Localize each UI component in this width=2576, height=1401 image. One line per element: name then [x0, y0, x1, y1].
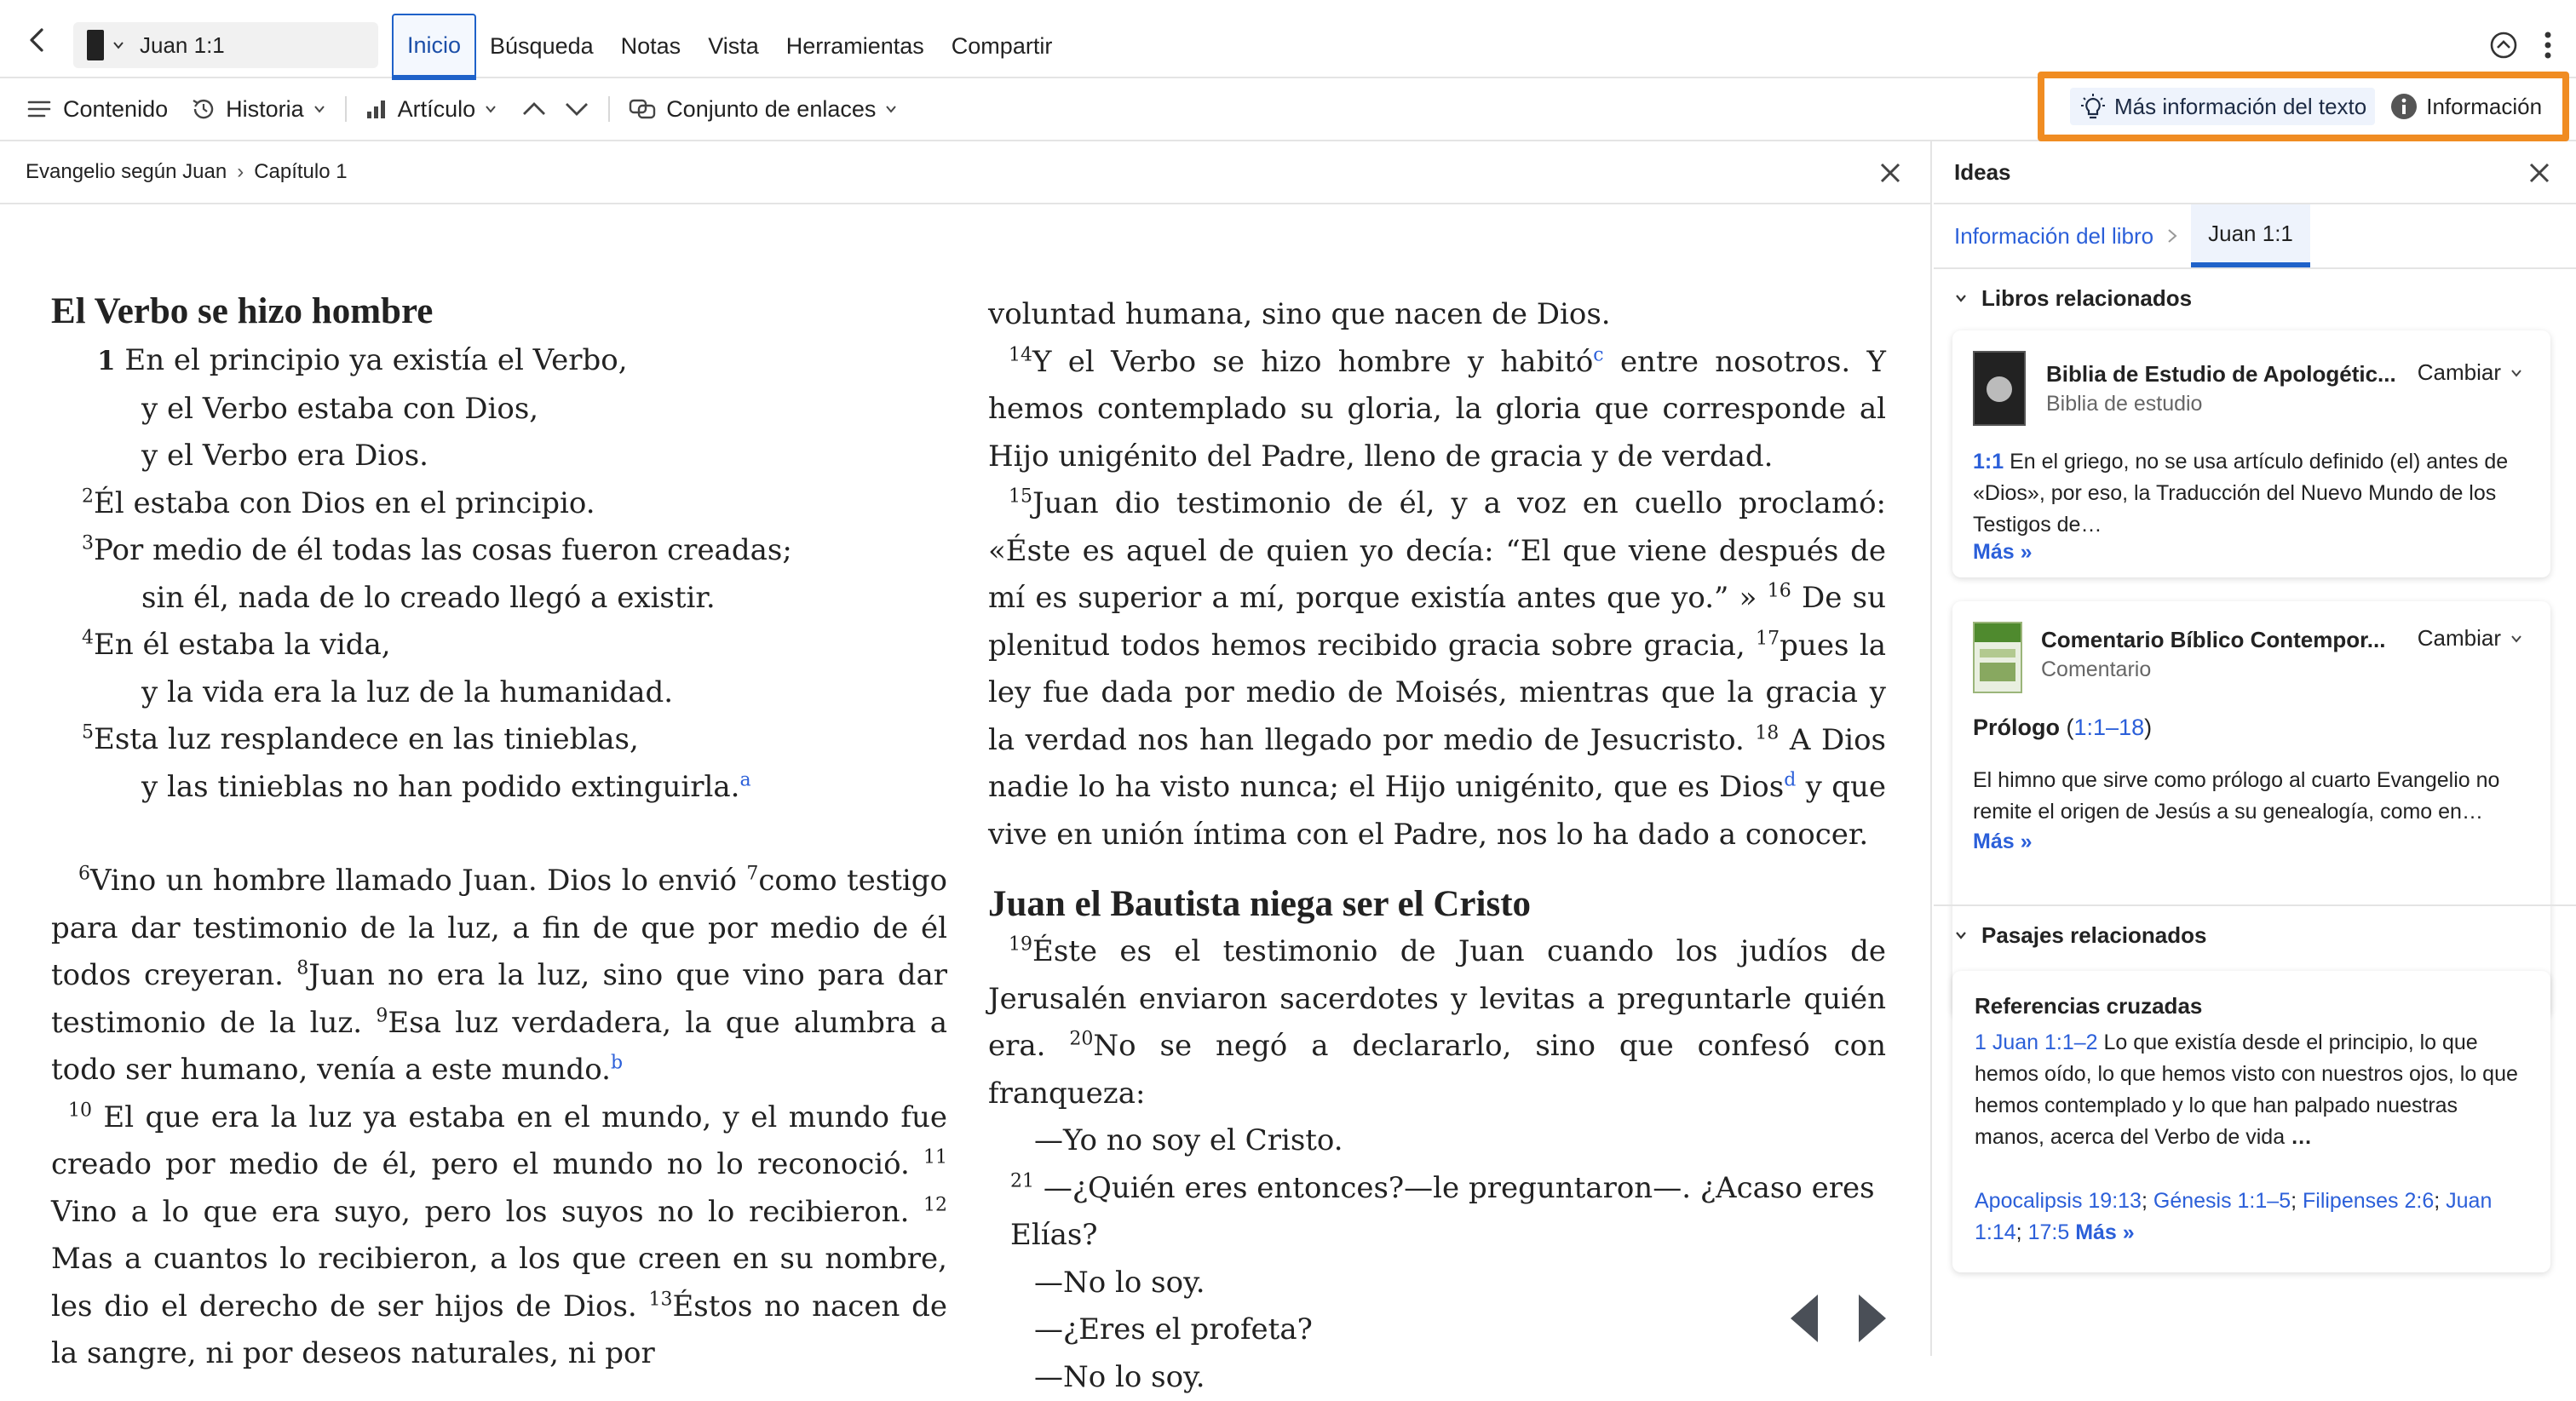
cross-ref-link[interactable]: Génesis 1:1–5	[2153, 1189, 2291, 1213]
dialogue-line: —Yo no soy el Cristo.	[988, 1117, 1886, 1165]
verse-number: 19	[1009, 934, 1032, 956]
text-column-left	[51, 305, 947, 1378]
verse-line: sin él, nada de lo creado llegó a existir.	[51, 575, 947, 623]
reference-box[interactable]	[73, 22, 378, 68]
mas-link[interactable]: Más »	[2075, 1220, 2134, 1244]
verse-number: 4	[82, 628, 94, 649]
book-title[interactable]: Biblia de Estudio de Apologétic...	[2046, 361, 2396, 388]
contenido-button[interactable]	[27, 78, 168, 140]
verse-number: 6	[78, 864, 90, 885]
related-book-card	[1952, 601, 2550, 1017]
verse-line: y el Verbo era Dios.	[51, 433, 947, 480]
reference-text: Juan 1:1	[140, 32, 225, 59]
tab-busqueda[interactable]: Búsqueda	[476, 14, 607, 78]
verse-3	[51, 527, 947, 575]
more-vertical-icon[interactable]	[2544, 31, 2552, 60]
tab-herramientas[interactable]: Herramientas	[773, 14, 938, 78]
footnote-link[interactable]: c	[1593, 344, 1603, 365]
verse-number: 18	[1755, 722, 1779, 744]
tab-notas[interactable]: Notas	[607, 14, 695, 78]
book-cover-icon	[87, 30, 104, 60]
verse-number: 7	[746, 864, 758, 885]
verse-text: Esta luz resplandece en las tinieblas,	[94, 722, 639, 756]
chevron-down-icon	[2510, 632, 2523, 646]
mas-link[interactable]: Más »	[1973, 826, 2032, 858]
verse-number: 21	[1010, 1170, 1034, 1191]
cross-ref-link[interactable]: 1 Juan 1:1–2	[1975, 1031, 2098, 1054]
card-excerpt: El himno que sirve como prólogo al cuarto Evangelio no remite el origen de Jesús a su genealogía, como en…	[1973, 765, 2530, 828]
lightbulb-icon	[2079, 92, 2107, 121]
section-heading: El Verbo se hizo hombre	[51, 288, 947, 336]
chevron-down-icon	[112, 39, 124, 51]
breadcrumb	[0, 141, 1930, 204]
verse-text: Por medio de él todas las cosas fueron creadas;	[94, 533, 792, 567]
verse-text: y las tinieblas no han podido extinguirla.	[141, 770, 739, 804]
cambiar-button[interactable]	[2418, 625, 2523, 652]
footnote-link[interactable]: d	[1784, 770, 1796, 791]
libros-relacionados-toggle[interactable]	[1934, 279, 2192, 317]
chevron-down-icon	[564, 100, 589, 118]
text-column-right	[988, 291, 1886, 1401]
verse-number: 5	[82, 722, 94, 744]
verse-number: 10	[68, 1100, 92, 1121]
breadcrumb-book[interactable]: Evangelio según Juan	[26, 160, 227, 184]
history-icon	[190, 95, 217, 123]
verse-5	[51, 716, 947, 764]
dialogue-line: —No lo soy.	[988, 1260, 1886, 1307]
book-cover-icon	[1973, 351, 2026, 426]
chevron-down-icon	[1954, 928, 1968, 942]
verse-13-continuation: voluntad humana, sino que nacen de Dios.	[988, 291, 1886, 339]
cross-ref-excerpt	[1975, 1027, 2528, 1153]
cross-ref-link[interactable]: Filipenses 2:6	[2303, 1189, 2434, 1213]
tab-juan-1-1[interactable]: Juan 1:1	[2191, 204, 2310, 267]
paragraph-15-18: $^{15}$Juan dio testimonio de él, y a voz en cuello proclamó: «Éste es aquel de quien yo decía: “El que viene después de mí es superior a mí, porque existía antes que yo.” » $^{16}$ De su plenitud todos hemos recibido gracia sobre gracia, $^{17}$pues la ley fue dada por medio de Moisés, mientras que la gracia y la verdad nos han llegado por medio de Jesucristo. $^{18}$ A Dios nadie lo ha visto nunca; el Hijo unigénito, que es Dios$^d$ y que vive en unión íntima con el Padre, nos lo ha dado a conocer.	[988, 480, 1886, 858]
book-type: Comentario	[2041, 657, 2151, 682]
contenido-label: Contenido	[63, 96, 168, 123]
close-icon[interactable]	[1877, 160, 1903, 186]
mas-informacion-label: Más información del texto	[2114, 94, 2366, 120]
article-bars-icon	[365, 98, 389, 120]
verse-number: 17	[1756, 628, 1780, 649]
cambiar-button[interactable]	[2418, 359, 2523, 386]
verse-4	[51, 622, 947, 669]
chevron-down-icon	[484, 102, 497, 116]
verse-number: 13	[648, 1289, 672, 1310]
verse-text: En él estaba la vida,	[94, 628, 391, 662]
ideas-panel	[1934, 141, 2576, 1356]
back-icon[interactable]	[22, 26, 51, 55]
chevron-down-icon	[884, 102, 898, 116]
tab-inicio[interactable]: Inicio	[392, 14, 476, 80]
verse-number: 11	[923, 1147, 947, 1168]
cross-references-card	[1952, 971, 2550, 1272]
verse-text: —¿Quién eres entonces?—le preguntaron—. ¿Acaso eres Elías?	[1010, 1171, 1875, 1253]
articulo-button[interactable]	[365, 78, 498, 140]
bible-text-panel	[0, 141, 1932, 1356]
paragraph-14: $^{14}$Y el Verbo se hizo hombre y habitó$^c$ entre nosotros. Y hemos contemplado su gloria, la gloria que corresponde al Hijo unigénito del Padre, lleno de gracia y de verdad.	[988, 339, 1886, 481]
ideas-tabs	[1934, 204, 2576, 269]
articulo-label: Artículo	[398, 96, 476, 123]
verse-number: 15	[1009, 486, 1032, 508]
info-highlight-box	[2038, 72, 2569, 141]
mas-link[interactable]: Más »	[1973, 537, 2032, 568]
ellipsis: …	[2291, 1125, 2312, 1149]
verse-number: 8	[296, 958, 308, 979]
verse-line	[51, 764, 947, 812]
next-article-button[interactable]	[564, 78, 589, 140]
cross-ref-link[interactable]: Apocalipsis 19:13	[1975, 1189, 2142, 1213]
close-icon[interactable]	[2527, 160, 2552, 186]
pasajes-relacionados-toggle[interactable]	[1934, 916, 2206, 954]
chevron-down-icon	[1954, 291, 1968, 305]
chevron-up-icon	[521, 100, 547, 118]
mas-informacion-button[interactable]	[2070, 88, 2375, 125]
excerpt-text: En el griego, no se usa artículo definido (el) antes de «Dios», por eso, la Traducción del Nuevo Mundo de los Testigos de…	[1973, 450, 2508, 537]
card-excerpt	[1973, 446, 2530, 541]
chevron-down-icon	[2510, 366, 2523, 380]
verse-number: 16	[1768, 581, 1791, 602]
list-icon	[27, 99, 51, 119]
top-tab-bar	[0, 0, 2576, 78]
verse-number: 20	[1069, 1029, 1093, 1050]
verse-ref-link[interactable]: 1:1–18	[2074, 715, 2145, 740]
collapse-up-icon[interactable]	[2489, 31, 2518, 60]
footnote-link[interactable]: b	[611, 1053, 623, 1074]
verse-number: 3	[82, 533, 94, 554]
verse-2	[51, 480, 947, 528]
section-name: Prólogo	[1973, 715, 2060, 740]
excerpt-text: Lo que existía desde el principio, lo que hemos oído, lo que hemos visto con nuestros ojos, lo que hemos contemplado y lo que han palpado nuestras manos, acerca del Verbo de vida	[1975, 1031, 2518, 1149]
book-type: Biblia de estudio	[2046, 392, 2202, 416]
dialogue-line: —No lo soy.	[988, 1354, 1886, 1401]
historia-button[interactable]	[190, 78, 326, 140]
chevron-down-icon	[313, 102, 326, 116]
conjunto-label: Conjunto de enlaces	[666, 96, 876, 123]
verse-ref-link[interactable]: 1:1	[1973, 450, 2004, 474]
section-divider	[1934, 904, 2576, 906]
previous-article-button[interactable]	[521, 78, 547, 140]
tab-compartir[interactable]: Compartir	[938, 14, 1067, 78]
verse-number: 9	[376, 1005, 388, 1026]
verse-number: 12	[923, 1194, 947, 1215]
main-tabs	[392, 14, 1066, 78]
section-title: Pasajes relacionados	[1981, 922, 2206, 949]
paragraph-19-20: $^{19}$Éste es el testimonio de Juan cuando los judíos de Jerusalén enviaron sacerdotes y levitas a preguntarle quién era. $^{20}$No se negó a declararlo, sino que confesó con franqueza:	[988, 928, 1886, 1117]
ideas-title: Ideas	[1954, 159, 2011, 186]
paragraph-6-9: $^6$Vino un hombre llamado Juan. Dios lo envió $^7$como testigo para dar testimonio de la luz, a fin de que por medio de él todos creyeran. $^8$Juan no era la luz, sino que vino para dar testimonio de la luz. $^9$Esa luz verdadera, la que alumbra a todo ser humano, venía a este mundo.$^b$	[51, 858, 947, 1094]
tab-informacion-libro[interactable]: Información del libro	[1954, 204, 2153, 267]
dialogue-line: —¿Eres el profeta?	[988, 1306, 1886, 1354]
book-title[interactable]: Comentario Bíblico Contempor...	[2041, 627, 2385, 653]
card-title: Referencias cruzadas	[1975, 993, 2202, 1019]
chevron-right-icon	[2167, 204, 2177, 267]
cross-ref-list: Apocalipsis 19:13; Génesis 1:1–5; Filipenses 2:6; Juan 1:14; 17:5 Más »	[1975, 1186, 2528, 1249]
informacion-label: Información	[2426, 94, 2542, 120]
verse-number: 1	[97, 346, 116, 376]
verse-text: En el principio ya existía el Verbo,	[124, 343, 627, 377]
verse-number: 14	[1009, 344, 1032, 365]
cross-ref-link[interactable]: 17:5	[2028, 1220, 2070, 1244]
cambiar-label: Cambiar	[2418, 359, 2501, 386]
dialogue-line	[988, 1165, 1886, 1260]
verse-line: y el Verbo estaba con Dios,	[51, 386, 947, 434]
paragraph-10-13: $^{10}$ El que era la luz ya estaba en el mundo, y el mundo fue creado por medio de él, pero el mundo no lo reconoció. $^{11}$ Vino a lo que era suyo, pero los suyos no lo recibieron. $^{12}$ Mas a cuantos lo recibieron, a los que creen en su nombre, les dio el derecho de ser hijos de Dios. $^{13}$Éstos no nacen de la sangre, ni por deseos naturales, ni por	[51, 1094, 947, 1378]
breadcrumb-chapter[interactable]: Capítulo 1	[254, 160, 347, 184]
tab-vista[interactable]: Vista	[694, 14, 773, 78]
historia-label: Historia	[226, 96, 304, 123]
cross-ref-link[interactable]: Juan 1:14	[1975, 1189, 2492, 1244]
verse-line: y la vida era la luz de la humanidad.	[51, 669, 947, 717]
link-set-icon	[629, 97, 656, 121]
info-icon	[2390, 93, 2418, 120]
toolbar-divider	[608, 96, 610, 122]
toolbar-divider	[345, 96, 347, 122]
section-heading: Juan el Bautista niega ser el Cristo	[988, 881, 1886, 928]
ideas-header	[1934, 141, 2576, 204]
book-cover-icon	[1973, 622, 2022, 693]
breadcrumb-separator: ›	[237, 160, 244, 184]
cambiar-label: Cambiar	[2418, 625, 2501, 652]
verse-1	[51, 337, 947, 386]
footnote-link[interactable]: a	[739, 769, 750, 790]
next-page-icon[interactable]	[1857, 1293, 1888, 1344]
verse-text: Él estaba con Dios en el principio.	[94, 486, 595, 520]
verse-number: 2	[82, 485, 94, 507]
section-heading: Prólogo (1:1–18)	[1973, 712, 2152, 744]
informacion-button[interactable]	[2390, 93, 2542, 120]
related-book-card	[1952, 330, 2550, 577]
section-title: Libros relacionados	[1981, 285, 2192, 312]
conjunto-button[interactable]	[629, 78, 898, 140]
page-navigation	[1789, 1293, 1888, 1344]
previous-page-icon[interactable]	[1789, 1293, 1820, 1344]
